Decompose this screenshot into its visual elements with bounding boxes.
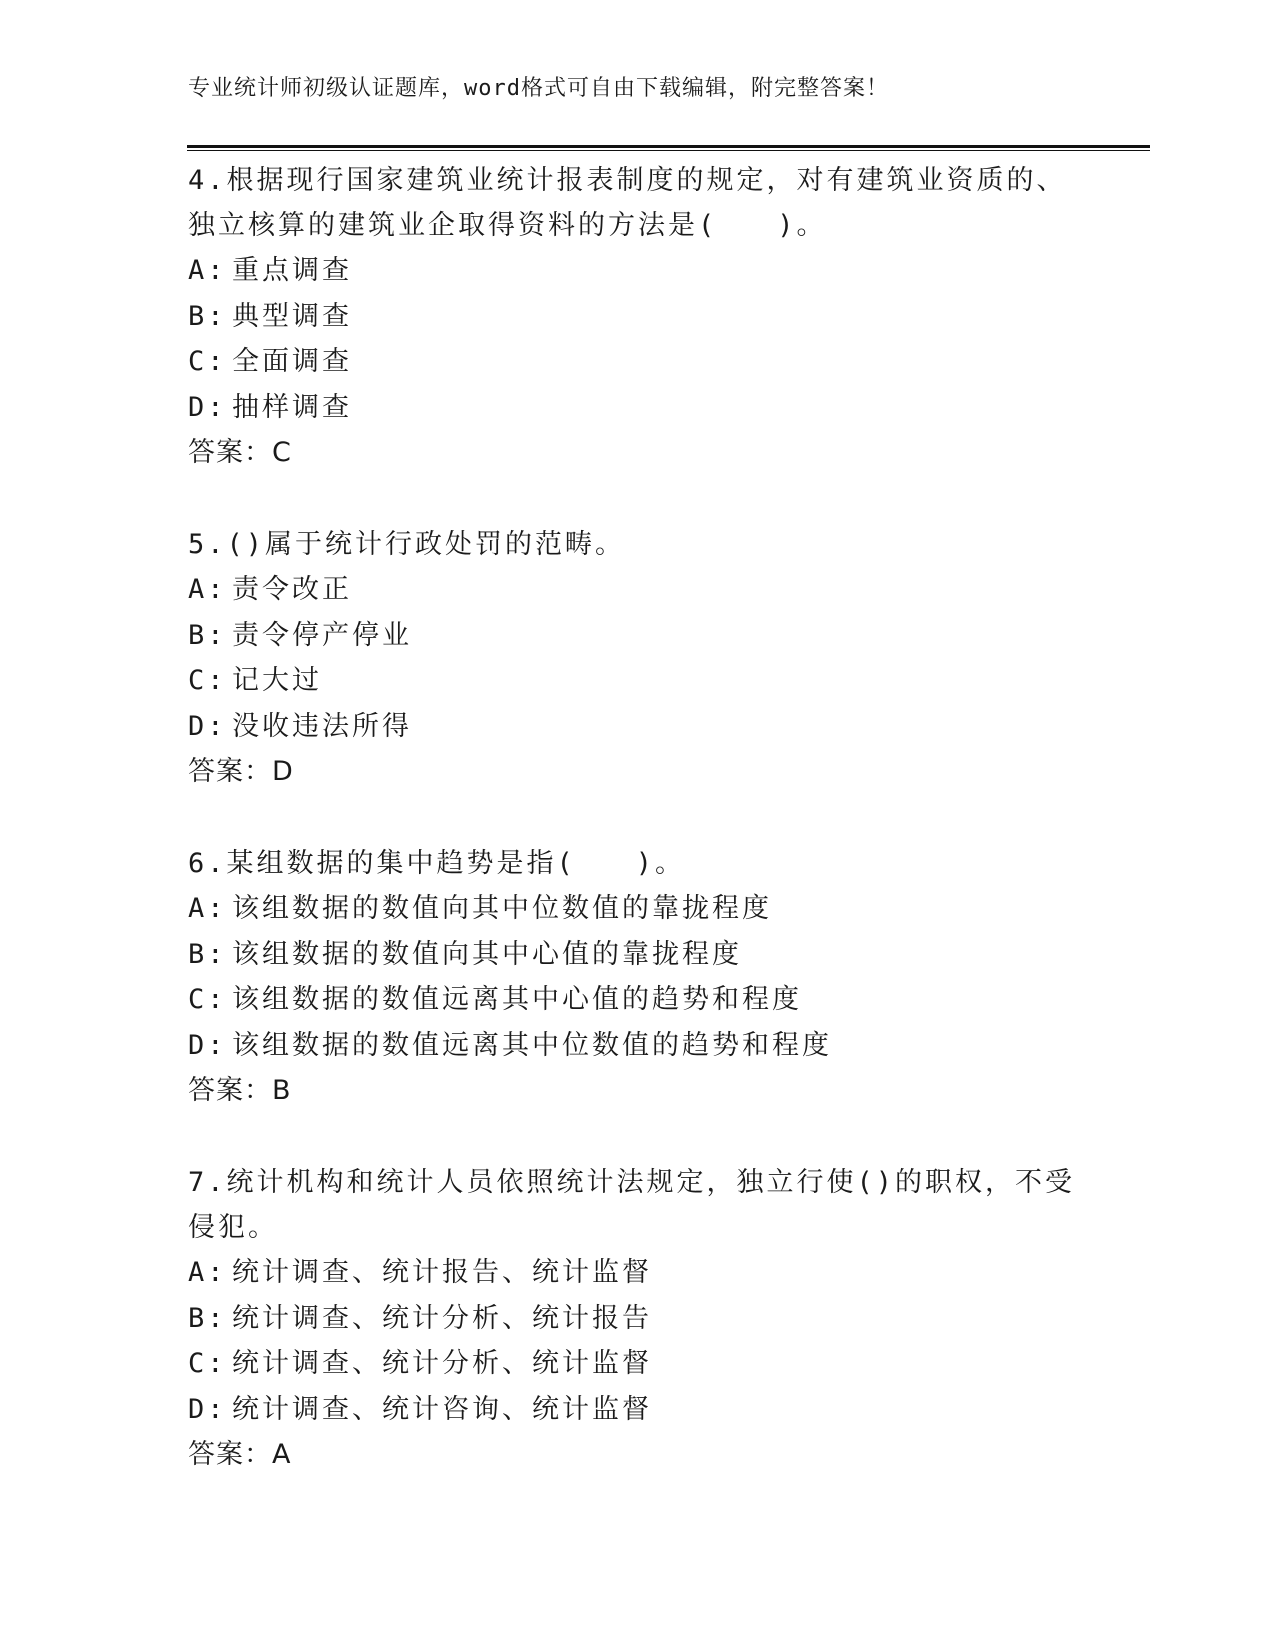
option-letter: A: — [188, 574, 227, 605]
option-text: 重点调查 — [232, 255, 352, 286]
option-letter: C: — [188, 984, 227, 1015]
option-a — [188, 248, 1088, 294]
option-letter: D: — [188, 1029, 227, 1061]
question-stem: 4.根据现行国家建筑业统计报表制度的规定，对有建筑业资质的、独立核算的建筑业企取得资料的方法是( )。 — [188, 165, 1067, 241]
option-text: 该组数据的数值向其中心值的靠拢程度 — [232, 938, 742, 970]
option-text: 记大过 — [232, 665, 322, 696]
option-text: 该组数据的数值向其中位数值的靠拢程度 — [232, 893, 772, 924]
answer-line: 答案：D — [188, 756, 294, 787]
option-letter: B: — [188, 300, 227, 332]
option-text: 统计调查、统计报告、统计监督 — [232, 1257, 652, 1288]
option-c — [188, 658, 1088, 704]
option-d — [188, 385, 1088, 431]
option-letter: B: — [188, 619, 227, 651]
header-rule-thin — [187, 150, 1150, 151]
option-letter: D: — [188, 1393, 227, 1425]
option-c — [188, 977, 1088, 1023]
question-list — [188, 158, 1088, 1524]
option-letter: C: — [188, 1348, 227, 1379]
option-text: 典型调查 — [232, 300, 352, 332]
option-a — [188, 567, 1088, 613]
answer-line: 答案：B — [188, 1075, 292, 1106]
option-text: 没收违法所得 — [232, 710, 412, 742]
question-stem: 7.统计机构和统计人员依照统计法规定，独立行使()的职权，不受侵犯。 — [188, 1167, 1076, 1243]
question-stem: 6.某组数据的集中趋势是指( )。 — [188, 848, 686, 879]
option-b — [188, 1296, 1088, 1342]
option-text: 抽样调查 — [232, 391, 352, 423]
option-b — [188, 932, 1088, 978]
option-text: 统计调查、统计分析、统计监督 — [232, 1348, 652, 1379]
option-letter: C: — [188, 665, 227, 696]
option-text: 责令停产停业 — [232, 619, 412, 651]
option-b — [188, 294, 1088, 340]
option-c — [188, 339, 1088, 385]
option-letter: B: — [188, 1302, 227, 1334]
header-rule-thick — [187, 145, 1150, 148]
option-letter: B: — [188, 938, 227, 970]
option-text: 该组数据的数值远离其中心值的趋势和程度 — [232, 984, 802, 1015]
question-5 — [188, 522, 1088, 795]
option-text: 统计调查、统计咨询、统计监督 — [232, 1393, 652, 1425]
option-a — [188, 886, 1088, 932]
option-letter: D: — [188, 710, 227, 742]
question-6 — [188, 841, 1088, 1114]
option-b — [188, 613, 1088, 659]
option-d — [188, 1023, 1088, 1069]
option-letter: A: — [188, 255, 227, 286]
option-letter: A: — [188, 1257, 227, 1288]
option-text: 统计调查、统计分析、统计报告 — [232, 1302, 652, 1334]
option-text: 该组数据的数值远离其中位数值的趋势和程度 — [232, 1029, 832, 1061]
option-d — [188, 1387, 1088, 1433]
option-text: 全面调查 — [232, 346, 352, 377]
option-d — [188, 704, 1088, 750]
question-4 — [188, 158, 1088, 476]
question-7 — [188, 1160, 1088, 1478]
question-stem: 5.()属于统计行政处罚的范畴。 — [188, 529, 626, 560]
option-a — [188, 1250, 1088, 1296]
document-header: 专业统计师初级认证题库，word格式可自由下载编辑，附完整答案！ — [188, 76, 889, 101]
answer-line: 答案：A — [188, 1439, 292, 1470]
option-text: 责令改正 — [232, 574, 352, 605]
option-letter: A: — [188, 893, 227, 924]
option-letter: D: — [188, 391, 227, 423]
option-c — [188, 1341, 1088, 1387]
option-letter: C: — [188, 346, 227, 377]
answer-line: 答案：C — [188, 437, 292, 468]
